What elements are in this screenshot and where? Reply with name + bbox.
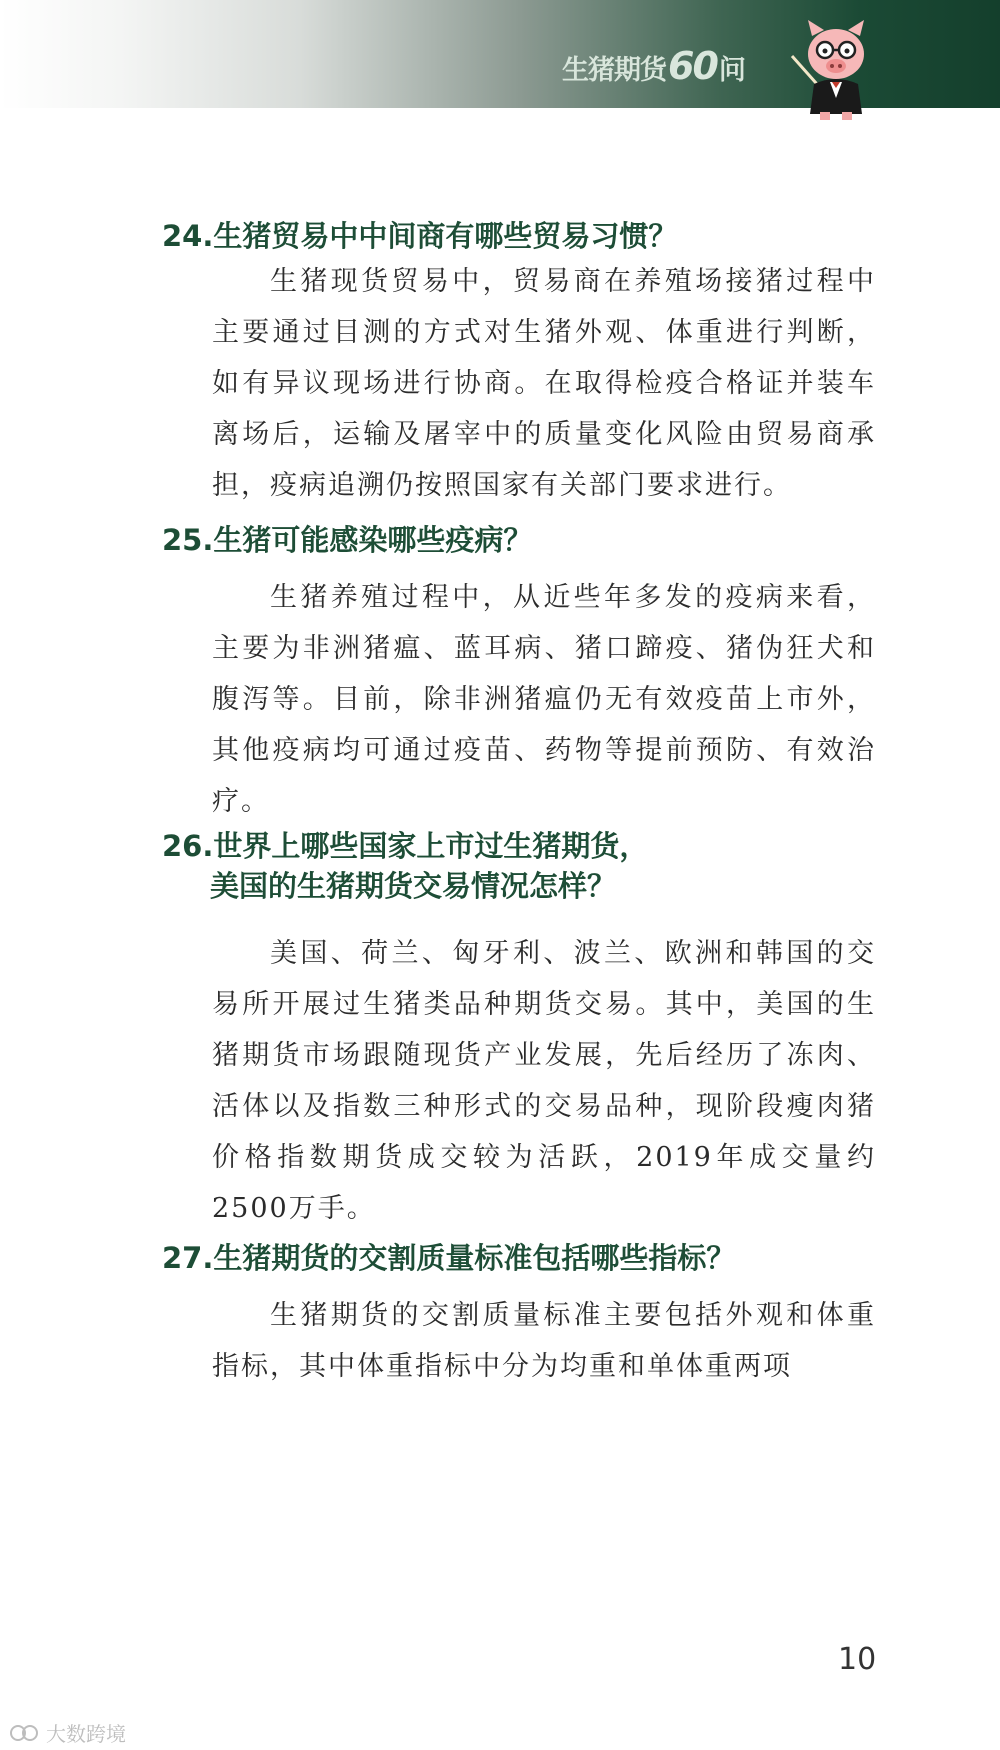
question-26-heading bbox=[162, 826, 648, 906]
watermark-logo-icon bbox=[8, 1722, 42, 1744]
question-26-heading-line2: 美国的生猪期货交易情况怎样？ bbox=[210, 869, 617, 903]
brand-title bbox=[562, 44, 746, 88]
brand-number: 60 bbox=[668, 44, 717, 88]
brand-text: 生猪期货 bbox=[562, 55, 666, 86]
question-26-answer: 美国、荷兰、匈牙利、波兰、欧洲和韩国的交易所开展过生猪类品种期货交易。其中，美国的生猪期货市场跟随现货产业发展，先后经历了冻肉、活体以及指数三种形式的交易品种，现阶段瘦肉猪价格指数期货成交较为活跃，2019年成交量约2500万手。 bbox=[212, 938, 876, 1224]
question-25-answer: 生猪养殖过程中，从近些年多发的疫病来看，主要为非洲猪瘟、蓝耳病、猪口蹄疫、猪伪狂犬和腹泻等。目前，除非洲猪瘟仍无有效疫苗上市外，其他疫病均可通过疫苗、药物等提前预防、有效治疗。 bbox=[212, 582, 876, 817]
page-number: 10 bbox=[838, 1642, 877, 1677]
brand-tail: 问 bbox=[718, 55, 746, 86]
page-header-band bbox=[0, 0, 1000, 108]
question-26-heading-line1: 26.世界上哪些国家上市过生猪期货， bbox=[162, 829, 649, 863]
question-27-answer: 生猪期货的交割质量标准主要包括外观和体重指标，其中体重指标中分为均重和单体重两项 bbox=[212, 1300, 876, 1382]
question-24-answer: 生猪现货贸易中，贸易商在养殖场接猪过程中主要通过目测的方式对生猪外观、体重进行判断，如有异议现场进行协商。在取得检疫合格证并装车离场后，运输及屠宰中的质量变化风险由贸易商承担，疫病追溯仍按照国家有关部门要求进行。 bbox=[212, 266, 876, 501]
question-27-heading: 27.生猪期货的交割质量标准包括哪些指标？ bbox=[162, 1241, 736, 1275]
question-25-heading: 25.生猪可能感染哪些疫病？ bbox=[162, 523, 533, 557]
watermark-text: 大数跨境 bbox=[46, 1722, 126, 1746]
watermark bbox=[8, 1718, 126, 1747]
pig-mascot-icon bbox=[790, 18, 882, 122]
question-24-heading: 24.生猪贸易中中间商有哪些贸易习惯？ bbox=[162, 219, 678, 253]
